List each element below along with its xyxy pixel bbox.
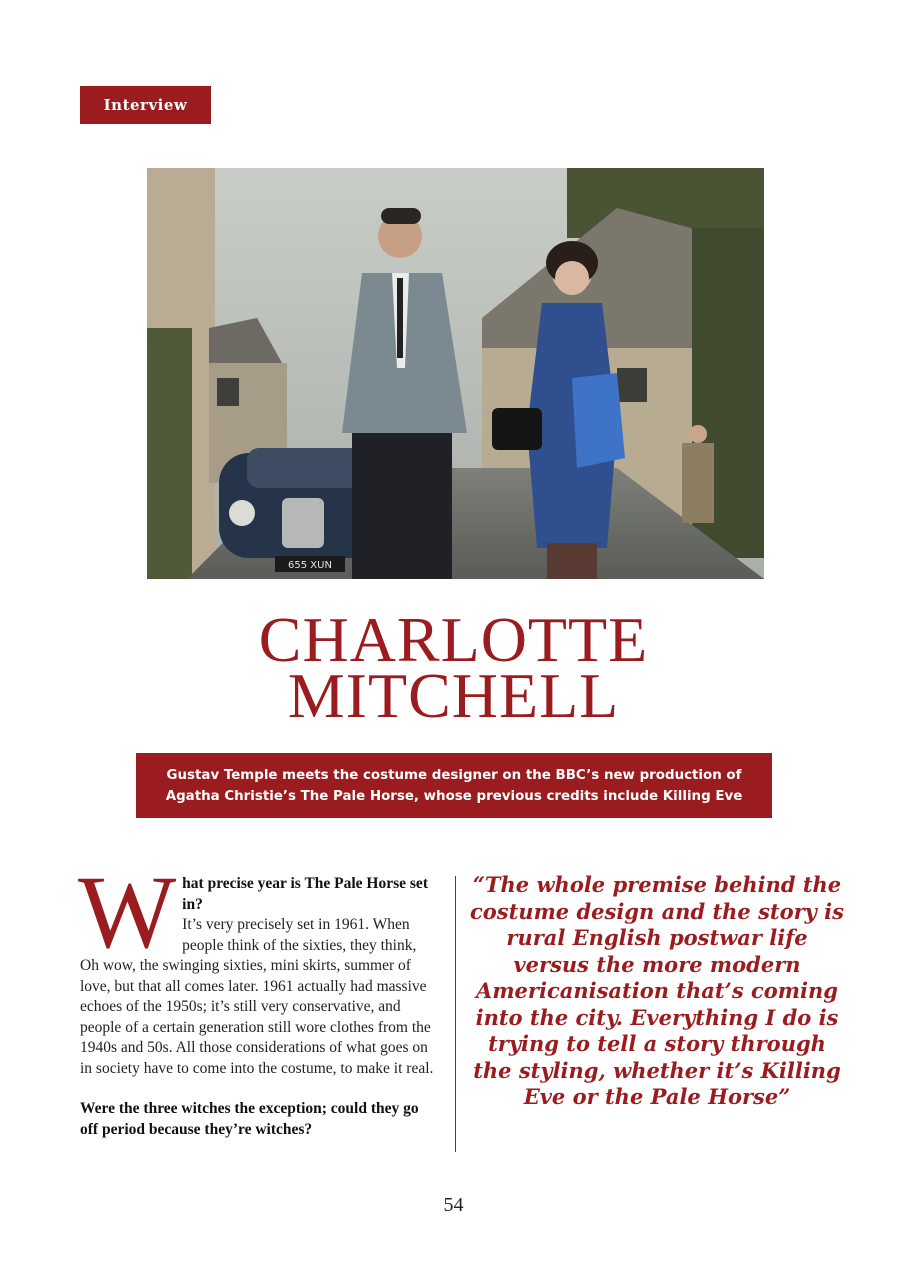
title-line-2: MITCHELL <box>287 660 620 731</box>
pull-quote: “The whole premise behind the costume design and the story is rural English postwar life versus the more modern Americanisation that’s coming into the city. Everything I do is trying to tell a story through the styling, whether it’s Killing Eve or the Pale Horse” <box>469 872 844 1109</box>
title-line-1: CHARLOTTE <box>258 604 649 675</box>
question-2: Were the three witches the exception; could they go off period because they’re witches? <box>80 1100 419 1138</box>
hero-photo-illustration <box>147 168 764 579</box>
page-number: 54 <box>443 1194 464 1216</box>
standfirst-box <box>136 753 772 818</box>
question-1: hat precise year is The Pale Horse set in? <box>182 875 428 913</box>
section-tag: Interview <box>80 86 211 124</box>
standfirst-line-2: Agatha Christie’s The Pale Horse, whose previous credits include Killing Eve <box>165 788 743 804</box>
car-plate-text: 655 XUN <box>288 560 332 571</box>
column-divider <box>455 876 456 1152</box>
article-body <box>78 855 436 1160</box>
drop-cap: W <box>78 855 177 970</box>
hero-photo <box>147 168 764 579</box>
article-title <box>0 604 907 731</box>
standfirst-line-1: Gustav Temple meets the costume designer on the BBC’s new production of <box>166 767 742 783</box>
answer-1: It’s very precisely set in 1961. When people think of the sixties, they think, Oh wow, the swinging sixties, mini skirts, summer of love, but that all comes later. 1961 actually had massive echoes of the 1950s; it’s still very conservative, and people of a certain generation still wore clothes from the 1940s and 50s. All those considerations of what goes on in society have to come into the costume, to make it real. <box>80 916 434 1077</box>
